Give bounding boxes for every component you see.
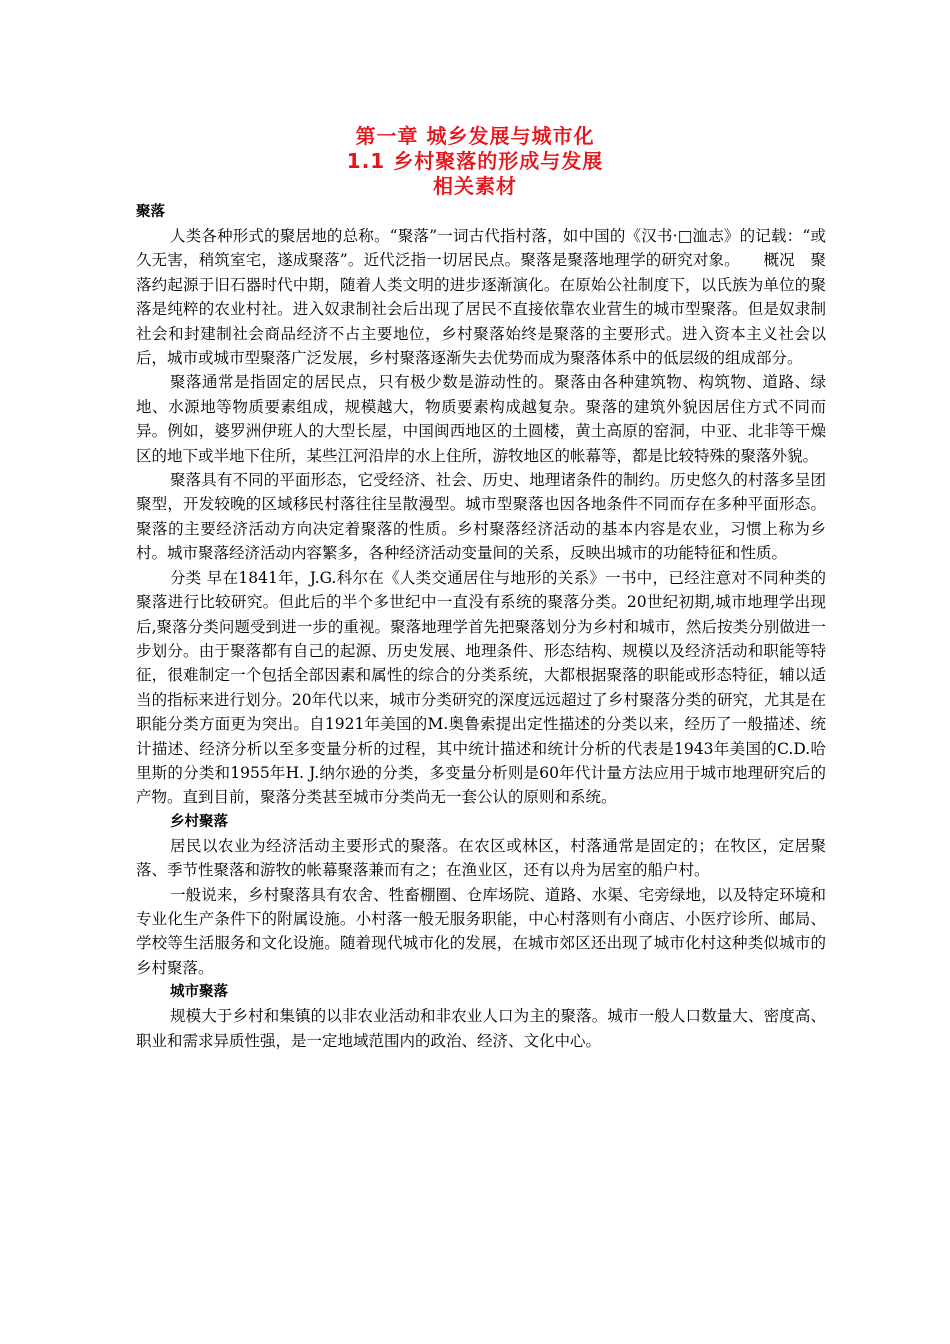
subtitle: 相关素材	[433, 174, 517, 198]
section-title: 1.1 乡村聚落的形成与发展	[346, 149, 604, 173]
section-heading-rural: 乡村聚落	[170, 813, 228, 830]
paragraph: 分类 早在1841年，J.G.科尔在《人类交通居住与地形的关系》一书中，已经注意对不同种类的聚落进行比较研究。但此后的半个多世纪中一直没有系统的聚落分类。20世纪初期,城市地理学出现后,聚落分类问题受到进一步的重视。聚落地理学首先把聚落划分为乡村和城市，然后按类分别做进一步划分。由于聚落都有自己的起源、历史发展、地理条件、形态结构、规模以及经济活动和职能等特征，很难制定一个包括全部因素和属性的综合的分类系统，大都根据聚落的职能或形态特征，辅以适当的指标来进行划分。20年代以来，城市分类研究的深度远远超过了乡村聚落分类的研究，尤其是在职能分类方面更为突出。自1921年美国的M.奥鲁索提出定性描述的分类以来，经历了一般描述、统计描述、经济分析以至多变量分析的过程，其中统计描述和统计分析的代表是1943年美国的C.D.哈里斯的分类和1955年H. J.纳尔逊的分类，多变量分析则是60年代计量方法应用于城市地理研究后的产物。直到目前，聚落分类甚至城市分类尚无一套公认的原则和系统。	[136, 568, 826, 807]
section-heading-urban: 城市聚落	[170, 984, 228, 1001]
section-heading-settlement: 聚落	[136, 204, 165, 220]
paragraph: 居民以农业为经济活动主要形式的聚落。在农区或林区，村落通常是固定的；在牧区，定居聚落、季节性聚落和游牧的帐幕聚落兼而有之；在渔业区，还有以舟为居室的船户村。	[136, 836, 826, 880]
paragraph: 聚落具有不同的平面形态，它受经济、社会、历史、地理诸条件的制约。历史悠久的村落多呈团聚型，开发较晚的区域移民村落往往呈散漫型。城市型聚落也因各地条件不同而存在多种平面形态。聚落的主要经济活动方向决定着聚落的性质。乡村聚落经济活动的基本内容是农业，习惯上称为乡村。城市聚落经济活动内容繁多，各种经济活动变量间的关系，反映出城市的功能特征和性质。	[136, 471, 826, 563]
paragraph: 规模大于乡村和集镇的以非农业活动和非农业人口为主的聚落。城市一般人口数量大、密度高、职业和需求异质性强，是一定地域范围内的政治、经济、文化中心。	[136, 1007, 826, 1050]
document-body	[136, 200, 826, 1053]
title-block	[0, 124, 950, 199]
paragraph: 人类各种形式的聚居地的总称。“聚落”一词古代指村落，如中国的《汉书·□洫志》的记载：“或久无害，稍筑室宅，遂成聚落”。近代泛指一切居民点。聚落是聚落地理学的研究对象。 概况 聚落约起源于旧石器时代中期，随着人类文明的进步逐渐演化。在原始公社制度下，以氏族为单位的聚落是纯粹的农业村社。进入奴隶制社会后出现了居民不直接依靠农业营生的城市型聚落。但是奴隶制社会和封建制社会商品经济不占主要地位，乡村聚落始终是聚落的主要形式。进入资本主义社会以后，城市或城市型聚落广泛发展，乡村聚落逐渐失去优势而成为聚落体系中的低层级的组成部分。	[136, 227, 826, 368]
paragraph: 聚落通常是指固定的居民点，只有极少数是游动性的。聚落由各种建筑物、构筑物、道路、绿地、水源地等物质要素组成，规模越大，物质要素构成越复杂。聚落的建筑外貌因居住方式不同而异。例如，婆罗洲伊班人的大型长屋，中国闽西地区的土圆楼，黄土高原的窑洞，中亚、北非等干燥区的地下或半地下住所，某些江河沿岸的水上住所，游牧地区的帐幕等，都是比较特殊的聚落外貌。	[136, 373, 826, 465]
paragraph: 一般说来，乡村聚落具有农舍、牲畜棚圈、仓库场院、道路、水渠、宅旁绿地，以及特定环境和专业化生产条件下的附属设施。小村落一般无服务职能，中心村落则有小商店、小医疗诊所、邮局、学校等生活服务和文化设施。随着现代城市化的发展，在城市郊区还出现了城市化村这种类似城市的乡村聚落。	[136, 885, 826, 977]
chapter-title: 第一章 城乡发展与城市化	[355, 124, 595, 148]
